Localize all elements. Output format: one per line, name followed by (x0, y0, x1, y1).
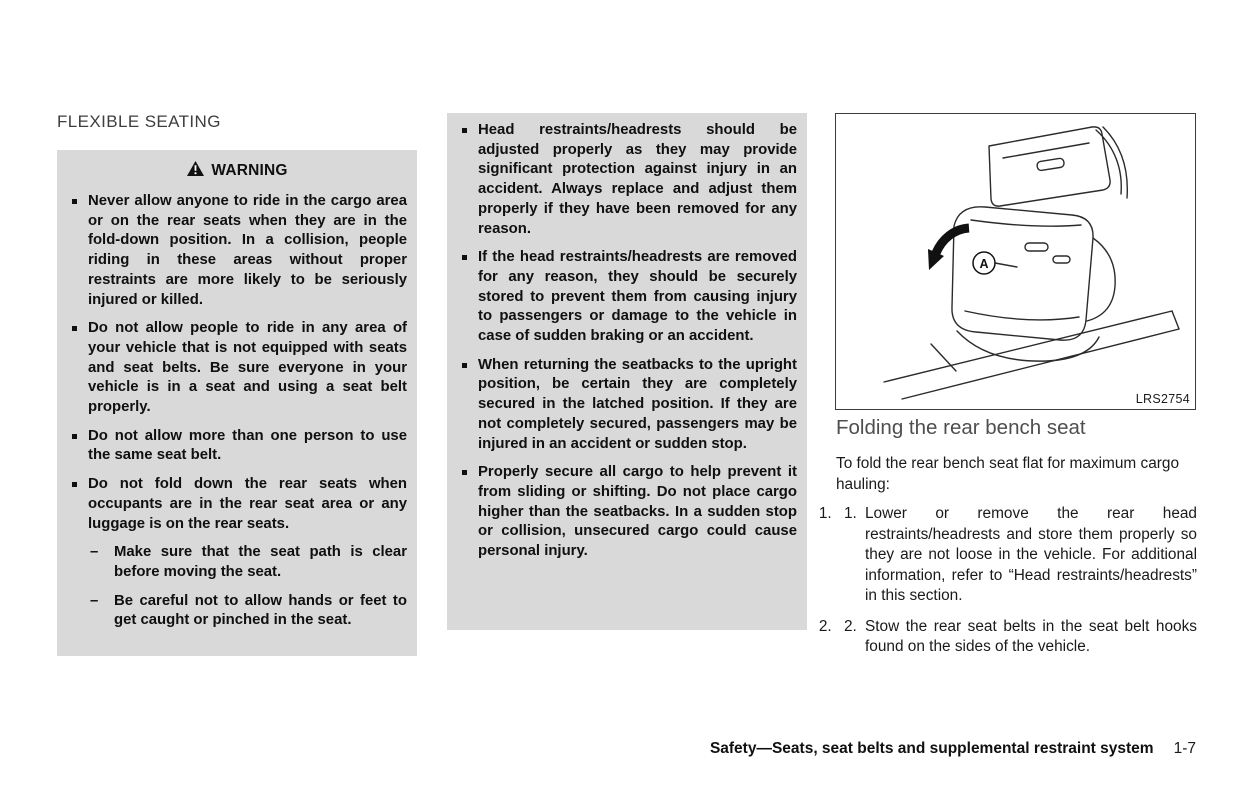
square-bullet-icon (72, 434, 77, 439)
figure-seat-folding (835, 113, 1196, 410)
warning-item-text: Do not allow people to ride in any area of your vehicle that is not equipped with seats and seat belts. Be sure everyone in your vehicle is in a seat and using a seat belt properly. (88, 320, 407, 416)
warning-item (457, 356, 797, 455)
footer-section-title: Safety—Seats, seat belts and supplemental restraint system (709, 740, 1154, 757)
step-text: Stow the rear seat belts in the seat belt hooks found on the sides of the vehicle. (865, 617, 1197, 655)
step-item (836, 617, 1197, 658)
square-bullet-icon (72, 482, 77, 487)
warning-item-text: Head restraints/headrests should be adjusted properly as they may provide significant protection against injury in an accident. Always replace and adjust them properly if they have been removed for any reason. (478, 122, 797, 237)
dash-marker: – (90, 544, 99, 561)
warning-item-text: When returning the seatbacks to the upright position, be certain they are completely secured in the latched position. If they are not completely secured, passengers may be injured in an accident or sudden stop. (478, 356, 797, 452)
section-title: FLEXIBLE SEATING (57, 112, 221, 131)
warning-item-text: Properly secure all cargo to help prevent it from sliding or shifting. Do not place cargo higher than the seatbacks. In a sudden stop or collision, unsecured cargo could cause personal injury. (478, 464, 797, 560)
warning-item (67, 427, 407, 466)
page-number: 1-7 (1173, 740, 1196, 757)
warning-sub-item (67, 592, 407, 631)
square-bullet-icon (72, 199, 77, 204)
warning-item (457, 463, 797, 562)
warning-triangle-icon (186, 160, 205, 182)
page-footer (710, 740, 1196, 758)
dash-marker: – (90, 592, 99, 609)
warning-box-middle (447, 113, 807, 630)
square-bullet-icon (72, 326, 77, 331)
square-bullet-icon (462, 363, 467, 368)
warning-item (457, 121, 797, 239)
warning-item-text: Never allow anyone to ride in the cargo area or on the rear seats when they are in the fold-down position. In a collision, people riding in these areas without proper restraints are more likely to be seriously injured or killed. (88, 193, 407, 308)
warning-item (67, 475, 407, 534)
warning-sub-item-text: Make sure that the seat path is clear before moving the seat. (114, 544, 407, 580)
warning-item-text: Do not allow more than one person to use the same seat belt. (88, 427, 407, 464)
warning-title: WARNING (211, 162, 288, 179)
warning-sub-item (67, 543, 407, 582)
warning-item (67, 192, 407, 310)
fold-direction-arrow (936, 228, 969, 253)
subsection-title: Folding the rear bench seat (836, 416, 1086, 439)
warning-item (67, 319, 407, 418)
figure-callout-label: A (979, 257, 989, 271)
step-text: Lower or remove the rear head restraints/headrests and store them properly so they are not loose in the vehicle. For additional information, refer to “Head restraints/headrests” in this section. (865, 505, 1197, 604)
step-number: 2. 2. (844, 617, 857, 635)
folding-steps-list (836, 504, 1197, 668)
step-item (836, 504, 1197, 607)
square-bullet-icon (462, 470, 467, 475)
figure-code: LRS2754 (1135, 392, 1190, 406)
square-bullet-icon (462, 128, 467, 133)
square-bullet-icon (462, 255, 467, 260)
seat-folding-illustration (836, 114, 1195, 409)
warning-box-left (57, 150, 417, 656)
warning-header (67, 160, 407, 182)
warning-item-text: If the head restraints/headrests are removed for any reason, they should be securely stored to prevent them from causing injury to passengers or damage to the vehicle in case of sudden braking or an accident. (478, 249, 797, 345)
subsection-intro: To fold the rear bench seat flat for maximum cargo hauling: (836, 455, 1180, 493)
warning-item (457, 248, 797, 347)
warning-item-text: Do not fold down the rear seats when occupants are in the rear seat area or any luggage is on the rear seats. (88, 476, 407, 532)
step-number: 1. 1. (844, 505, 857, 522)
warning-sub-item-text: Be careful not to allow hands or feet to get caught or pinched in the seat. (114, 592, 407, 629)
